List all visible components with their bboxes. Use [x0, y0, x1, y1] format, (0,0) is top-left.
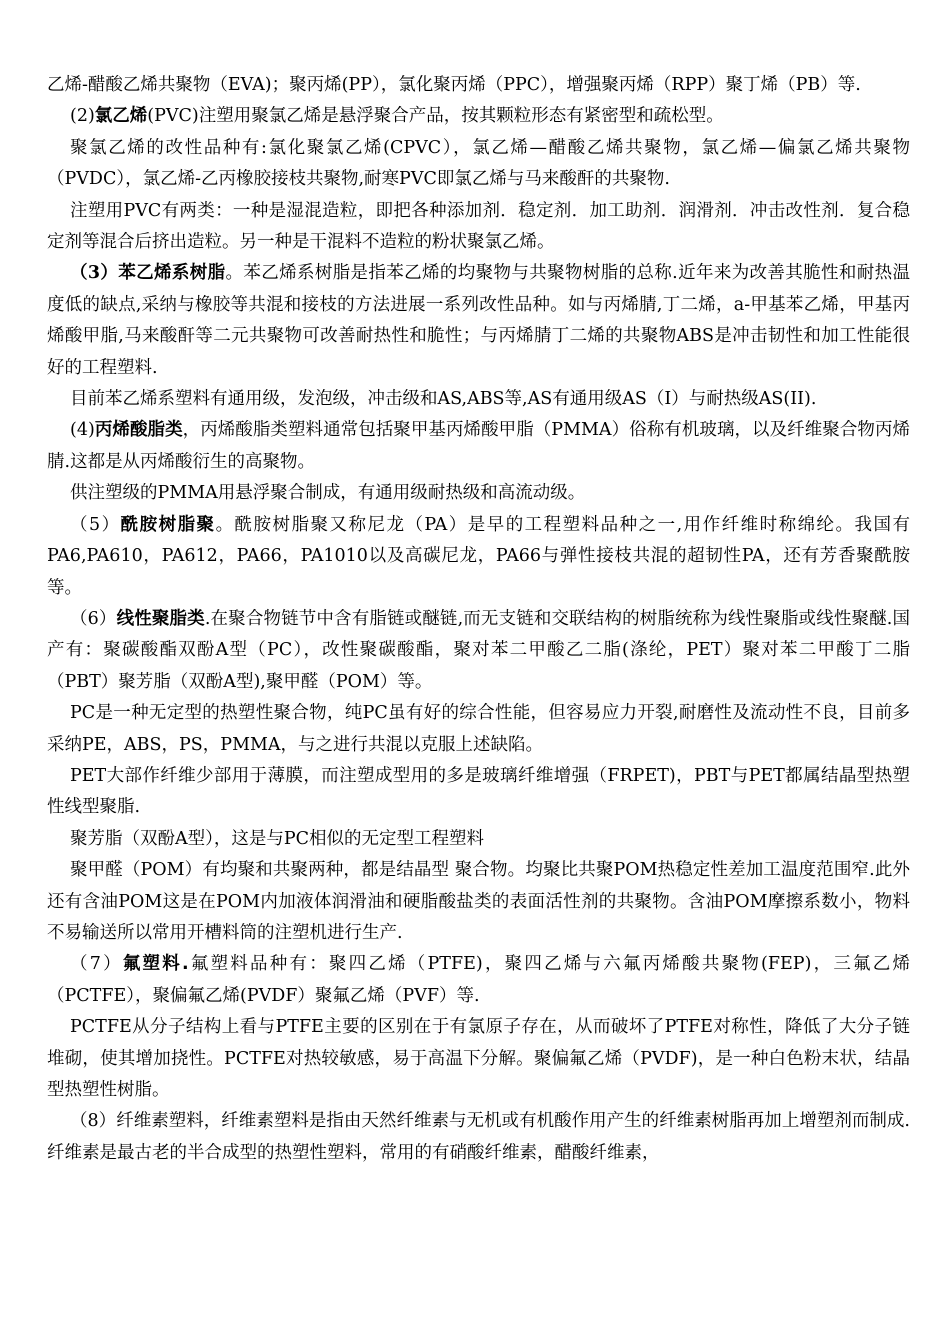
- section-heading-polyester: 线性聚脂类: [116, 608, 205, 629]
- paragraph-text: PC是一种无定型的热塑性聚合物，纯PC虽有好的综合性能，但容易应力开裂,耐磨性及流动性不良，目前多采纳PE，ABS，PS，PMMA，与之进行共混以克服上述缺陷。: [47, 703, 910, 755]
- paragraph-text: 。酰胺树脂聚又称尼龙（PA）是早的工程塑料品种之一,用作纤维时称绵纶。我国有PA6,PA610，PA612，PA66，PA1010以及高碳尼龙，PA66与弹性接枝共混的超韧性PA，还有芳香聚酰胺等。: [47, 514, 911, 598]
- paragraph-5-styrene: [47, 258, 910, 384]
- paragraph-12: [47, 761, 910, 824]
- paragraph-15-fluoro: [47, 949, 910, 1012]
- section-heading-styrene: 苯乙烯系树脂: [118, 263, 226, 284]
- section-heading-polyamide: 酰胺树脂聚: [120, 514, 216, 535]
- paragraph-text: 聚甲醛（POM）有均聚和共聚两种，都是结晶型 聚合物。均聚比共聚POM热稳定性差加工温度范围窄.此外还有含油POM这是在POM内加液体润滑油和硬脂酸盐类的表面活性剂的共聚物。含油POM摩擦系数小，物料不易输送所以常用开槽料筒的注塑机进行生产.: [47, 860, 910, 943]
- paragraph-text: 聚氯乙烯的改性品种有:氯化聚氯乙烯(CPVC），氯乙烯—醋酸乙烯共聚物，氯乙烯—偏氯乙烯共聚物（PVDC），氯乙烯-乙丙橡胶接枝共聚物,耐寒PVC即氯乙烯与马来酸酐的共聚物.: [47, 137, 910, 190]
- paragraph-6: [47, 384, 910, 415]
- paragraph-text: 目前苯乙烯系塑料有通用级，发泡级，冲击级和AS,ABS等,AS有通用级AS（I）与耐热级AS(II).: [70, 389, 817, 410]
- paragraph-text: 。苯乙烯系树脂是指苯乙烯的均聚物与共聚物树脂的总称.近年来为改善其脆性和耐热温度低的缺点,采纳与橡胶等共混和接枝的方法进展一系列改性品种。如与丙烯腈,丁二烯，a-甲基苯乙烯，甲基丙烯酸甲脂,马来酸酐等二元共聚物可改善耐热性和脆性；与丙烯腈丁二烯的共聚物ABS是冲击韧性和加工性能很好的工程塑料.: [47, 263, 910, 378]
- paragraph-14: [47, 855, 910, 949]
- section-number: (2): [70, 106, 95, 127]
- paragraph-9-polyamide: [47, 510, 910, 604]
- paragraph-text: PCTFE从分子结构上看与PTFE主要的区别在于有氯原子存在，从而破坏了PTFE对称性，降低了大分子链堆砌，使其增加挠性。PCTFE对热较敏感，易于高温下分解。聚偏氟乙烯（PVDF)，是一种白色粉末状，结晶型热塑性树脂。: [47, 1017, 910, 1100]
- paragraph-text: 乙烯-醋酸乙烯共聚物（EVA)；聚丙烯(PP），氯化聚丙烯（PPC），增强聚丙烯（RPP）聚丁烯（PB）等.: [47, 75, 861, 95]
- section-number: （5）: [70, 514, 121, 535]
- section-heading-pvc: 氯乙烯: [94, 106, 148, 127]
- paragraph-8: [47, 478, 910, 509]
- section-number: （7）: [70, 954, 123, 975]
- section-number: (4): [70, 420, 95, 441]
- section-number: （3）: [70, 263, 119, 284]
- paragraph-16: [47, 1012, 910, 1106]
- paragraph-10-polyester: [47, 604, 910, 698]
- section-heading-acrylic: 丙烯酸脂类: [94, 420, 183, 441]
- paragraph-13: [47, 824, 910, 855]
- paragraph-1: [47, 70, 910, 101]
- paragraph-2-pvc: [47, 101, 910, 132]
- paragraph-3: [47, 133, 910, 196]
- section-number: （8）: [70, 1111, 117, 1132]
- paragraph-11: [47, 698, 910, 761]
- section-number: （6）: [70, 608, 117, 629]
- paragraph-text: ，丙烯酸脂类塑料通常包括聚甲基丙烯酸甲脂（PMMA）俗称有机玻璃，以及纤维聚合物丙烯腈.这都是从丙烯酸衍生的高聚物。: [47, 420, 911, 472]
- paragraph-text: 聚芳脂（双酚A型），这是与PC相似的无定型工程塑料: [70, 828, 485, 849]
- paragraph-text: (PVC)注塑用聚氯乙烯是悬浮聚合产品，按其颗粒形态有紧密型和疏松型。: [147, 106, 724, 127]
- paragraph-text: .在聚合物链节中含有脂链或醚链,而无支链和交联结构的树脂统称为线性聚脂或线性聚醚.国产有：聚碳酸酯双酚A型（PC），改性聚碳酸酯，聚对苯二甲酸乙二脂(涤纶，PET）聚对苯二甲酸丁二脂（PBT）聚芳脂（双酚A型),聚甲醛（POM）等。: [47, 608, 910, 692]
- paragraph-text: 供注塑级的PMMA用悬浮聚合制成，有通用级耐热级和高流动级。: [70, 483, 586, 504]
- paragraph-7-acrylic: [47, 415, 910, 478]
- paragraph-text: 纤维素塑料，纤维素塑料是指由天然纤维素与无机或有机酸作用产生的纤维素树脂再加上增塑剂而制成.纤维素是最古老的半合成型的热塑性塑料，常用的有硝酸纤维素，醋酸纤维素，: [47, 1111, 910, 1163]
- paragraph-17-cellulose: [47, 1106, 910, 1169]
- paragraph-text: 氟塑料品种有：聚四乙烯（PTFE)，聚四乙烯与六氟丙烯酸共聚物(FEP)，三氟乙烯（PCTFE），聚偏氟乙烯(PVDF）聚氟乙烯（PVF）等.: [47, 954, 911, 1006]
- paragraph-text: 注塑用PVC有两类：一种是湿混造粒，即把各种添加剂．稳定剂．加工助剂．润滑剂．冲击改性剂．复合稳定剂等混合后挤出造粒。另一种是干混料不造粒的粉状聚氯乙烯。: [47, 200, 910, 253]
- paragraph-4: [47, 196, 910, 259]
- section-heading-fluoro: 氟塑料.: [122, 954, 189, 975]
- paragraph-text: PET大部作纤维少部用于薄膜，而注塑成型用的多是玻璃纤维增强（FRPET)，PBT与PET都属结晶型热塑性线型聚脂.: [47, 765, 910, 818]
